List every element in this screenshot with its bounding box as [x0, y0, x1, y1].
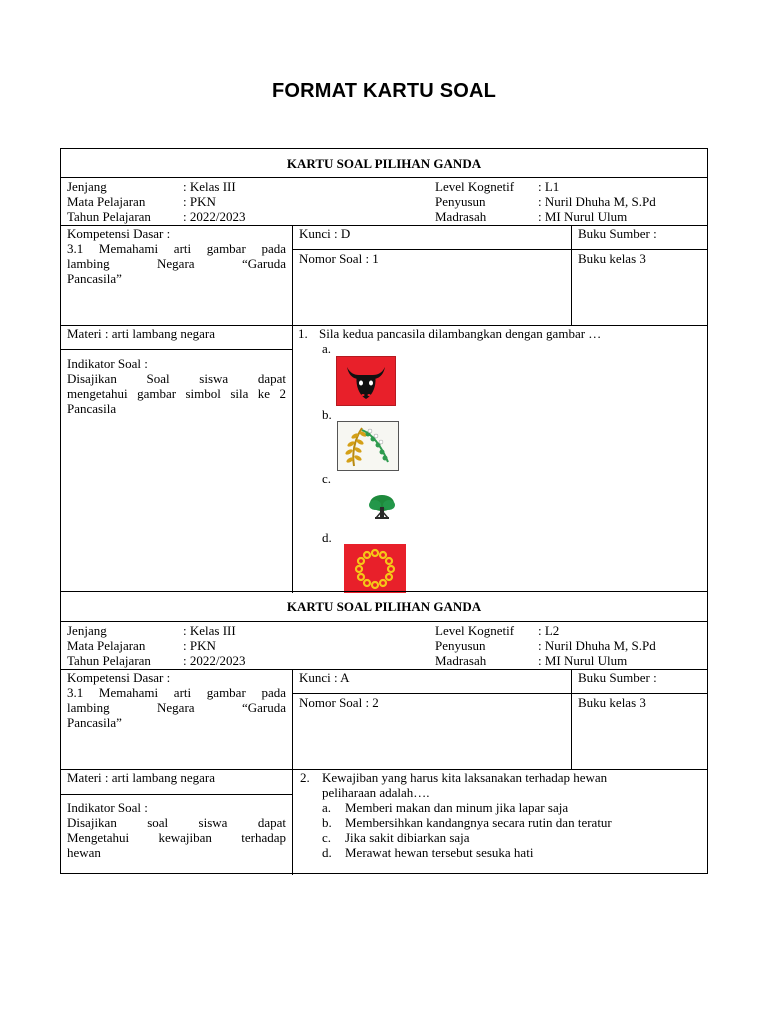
madrasah-value: : MI Nurul Ulum	[538, 209, 628, 224]
mapel-value: : PKN	[183, 638, 216, 653]
nomor-soal: Nomor Soal : 1	[299, 251, 379, 266]
question-card-1	[60, 148, 708, 592]
option-b-letter: b.	[322, 407, 332, 422]
rantai-icon	[344, 544, 406, 593]
kd-line: 3.1 Memahami arti gambar pada	[67, 241, 286, 256]
question-number: 2.	[300, 770, 310, 785]
buku-sumber-label: Buku Sumber :	[578, 670, 657, 685]
indikator-line: Pancasila	[67, 401, 117, 416]
jenjang-label: Jenjang	[67, 179, 107, 194]
option-d-text: Merawat hewan tersebut sesuka hati	[345, 845, 534, 860]
kd-text	[67, 685, 286, 730]
card-title: KARTU SOAL PILIHAN GANDA	[286, 599, 482, 614]
option-a-letter: a.	[322, 341, 332, 356]
kunci-jawaban: Kunci : A	[299, 670, 350, 685]
question-number: 1.	[298, 326, 308, 341]
banteng-icon	[336, 356, 396, 406]
option-c-letter: c.	[322, 471, 332, 486]
indikator-label: Indikator Soal :	[67, 800, 148, 815]
indikator-line: mengetahui gambar simbol sila ke 2	[67, 386, 286, 401]
card-title: KARTU SOAL PILIHAN GANDA	[286, 156, 482, 171]
jenjang-value: : Kelas III	[183, 623, 236, 638]
kunci-jawaban: Kunci : D	[299, 226, 351, 241]
page-title: FORMAT KARTU SOAL	[271, 80, 497, 102]
tahun-value: : 2022/2023	[183, 653, 246, 668]
question-text: Sila kedua pancasila dilambangkan dengan gambar …	[319, 326, 602, 341]
option-c-letter: c.	[322, 830, 332, 845]
kd-line: Pancasila”	[67, 271, 122, 286]
buku-sumber-value: Buku kelas 3	[578, 251, 646, 266]
madrasah-label: Madrasah	[435, 653, 487, 668]
nomor-soal: Nomor Soal : 2	[299, 695, 379, 710]
buku-sumber-label: Buku Sumber :	[578, 226, 657, 241]
question-card-2	[60, 591, 708, 874]
level-label: Level Kognetif	[435, 623, 515, 638]
indikator-text	[67, 815, 286, 860]
indikator-line: hewan	[67, 845, 101, 860]
jenjang-value: : Kelas III	[183, 179, 236, 194]
madrasah-value: : MI Nurul Ulum	[538, 653, 628, 668]
tahun-label: Tahun Pelajaran	[67, 209, 151, 224]
beringin-icon	[367, 493, 397, 521]
kd-line: Pancasila”	[67, 715, 122, 730]
option-c-text: Jika sakit dibiarkan saja	[345, 830, 470, 845]
level-label: Level Kognetif	[435, 179, 515, 194]
mapel-label: Mata Pelajaran	[67, 194, 146, 209]
kd-line: 3.1 Memahami arti gambar pada	[67, 685, 286, 700]
kd-line: lambing Negara “Garuda	[67, 256, 286, 271]
question-text-line: Kewajiban yang harus kita laksanakan terhadap hewan	[322, 770, 608, 785]
indikator-line: Disajikan Soal siswa dapat	[67, 371, 286, 386]
indikator-line: Mengetahui kewajiban terhadap	[67, 830, 286, 845]
penyusun-value: : Nuril Dhuha M, S.Pd	[538, 638, 656, 653]
penyusun-value: : Nuril Dhuha M, S.Pd	[538, 194, 656, 209]
question-text-line: peliharaan adalah….	[322, 785, 430, 800]
madrasah-label: Madrasah	[435, 209, 487, 224]
penyusun-label: Penyusun	[435, 194, 486, 209]
kd-label: Kompetensi Dasar :	[67, 670, 171, 685]
jenjang-label: Jenjang	[67, 623, 107, 638]
buku-sumber-value: Buku kelas 3	[578, 695, 646, 710]
indikator-label: Indikator Soal :	[67, 356, 148, 371]
kd-text	[67, 241, 286, 286]
mapel-value: : PKN	[183, 194, 216, 209]
materi-text: Materi : arti lambang negara	[67, 326, 215, 341]
option-a-text: Memberi makan dan minum jika lapar saja	[345, 800, 569, 815]
indikator-line: Disajikan soal siswa dapat	[67, 815, 286, 830]
option-a-letter: a.	[322, 800, 332, 815]
padi-kapas-icon	[337, 421, 399, 471]
materi-text: Materi : arti lambang negara	[67, 770, 215, 785]
mapel-label: Mata Pelajaran	[67, 638, 146, 653]
kd-line: lambing Negara “Garuda	[67, 700, 286, 715]
kd-label: Kompetensi Dasar :	[67, 226, 171, 241]
option-b-letter: b.	[322, 815, 332, 830]
tahun-label: Tahun Pelajaran	[67, 653, 151, 668]
option-b-text: Membersihkan kandangnya secara rutin dan teratur	[345, 815, 612, 830]
level-value: : L2	[538, 623, 560, 638]
level-value: : L1	[538, 179, 560, 194]
indikator-text	[67, 371, 286, 416]
option-d-letter: d.	[322, 845, 332, 860]
penyusun-label: Penyusun	[435, 638, 486, 653]
option-d-letter: d.	[322, 530, 332, 545]
tahun-value: : 2022/2023	[183, 209, 246, 224]
